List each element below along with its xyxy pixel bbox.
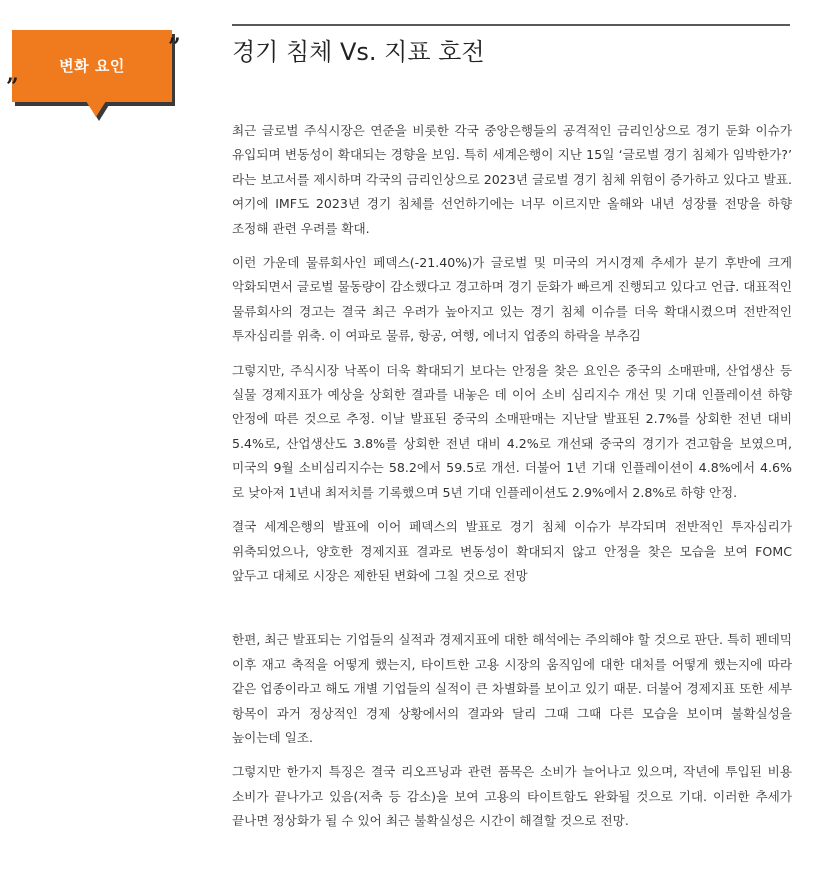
opening-quote-mark-icon: ” — [6, 74, 19, 100]
article-title: 경기 침체 Vs. 지표 호전 — [232, 38, 485, 66]
paragraph-fedex: 이런 가운데 물류회사인 페덱스(-21.40%)가 글로벌 및 미국의 거시경제 추세가 분기 후반에 크게 악화되면서 글로벌 물동량이 감소했다고 경고하며 경기 둔화가 빠르게 진행되고 있다고 언급. 대표적인 물류회사의 경고는 결국 최근 우려가 높아지고 있는 경기 침체 이슈를 더욱 확대시켰으며 전반적인 투자심리를 위축. 이 여파로 물류, 항공, 여행, 에너지 업종의 하락을 부추김 — [232, 255, 792, 344]
section-gap — [232, 598, 792, 628]
section-tag — [0, 0, 200, 130]
paragraph-world-bank: 최근 글로벌 주식시장은 연준을 비롯한 각국 중앙은행들의 공격적인 금리인상으로 경기 둔화 이슈가 유입되며 변동성이 확대되는 경향을 보임. 특히 세계은행이 지난 15일 ‘글로벌 경기 침체가 임박한가?’ 라는 보고서를 제시하며 각국의 금리인상으로 2023년 글로벌 경기 침체 위험이 증가하고 있다고 발표. 여기에 IMF도 2023년 경기 침체를 선언하기에는 너무 이르지만 올해와 내년 성장률 전망을 하향 조정해 관련 우려를 확대. — [232, 123, 792, 236]
title-divider — [232, 24, 790, 26]
paragraph-reopening: 그렇지만 한가지 특징은 결국 리오프닝과 관련 품목은 소비가 늘어나고 있으며, 작년에 투입된 비용 소비가 끝나가고 있음(저축 등 감소)을 보여 고용의 타이트함도 완화될 것으로 기대. 이러한 추세가 끝나면 정상화가 될 수 있어 최근 불확실성은 시간이 해결할 것으로 전망. — [232, 764, 792, 829]
closing-quote-mark-icon: ” — [168, 34, 181, 60]
paragraph-china-indicators: 그렇지만, 주식시장 낙폭이 더욱 확대되기 보다는 안정을 찾은 요인은 중국의 소매판매, 산업생산 등 실물 경제지표가 예상을 상회한 결과를 내놓은 데 이어 소비 심리지수 개선 및 기대 인플레이션 하향 안정에 따른 것으로 추정. 이날 발표된 중국의 소매판매는 지난달 발표된 2.7%를 상회한 전년 대비 5.4%로, 산업생산도 3.8%를 상회한 전년 대비 4.2%로 개선돼 중국의 경기가 견고함을 보였으며, 미국의 9월 소비심리지수는 58.2에서 59.5로 개선. 더불어 1년 기대 인플레이션이 4.8%에서 4.6%로 낮아져 1년내 최저치를 기록했으며 5년 기대 인플레이션도 2.9%에서 2.8%로 하향 안정. — [232, 362, 792, 500]
article-body — [232, 119, 792, 844]
paragraph-conclusion: 결국 세계은행의 발표에 이어 페덱스의 발표로 경기 침체 이슈가 부각되며 전반적인 투자심리가 위축되었으나, 양호한 경제지표 결과로 변동성이 확대되지 않고 안정을 찾은 모습을 보여 FOMC 앞두고 대체로 시장은 제한된 변화에 그칠 것으로 전망 — [232, 519, 792, 583]
tag-label: 변화 요인 — [59, 57, 125, 75]
paragraph-earnings-caution: 한편, 최근 발표되는 기업들의 실적과 경제지표에 대한 해석에는 주의해야 할 것으로 판단. 특히 펜데믹 이후 재고 축적을 어떻게 했는지, 타이트한 고용 시장의 움직임에 대한 대처를 어떻게 했는지에 따라 같은 업종이라고 해도 개별 기업들의 실적이 큰 차별화를 보이고 있기 때문. 더불어 경제지표 또한 세부 항목이 과거 정상적인 경제 상황에서의 결과와 달리 그때 그때 다른 모습을 보이며 불확실성을 높이는데 일조. — [232, 632, 792, 745]
tag-pointer — [86, 101, 106, 117]
